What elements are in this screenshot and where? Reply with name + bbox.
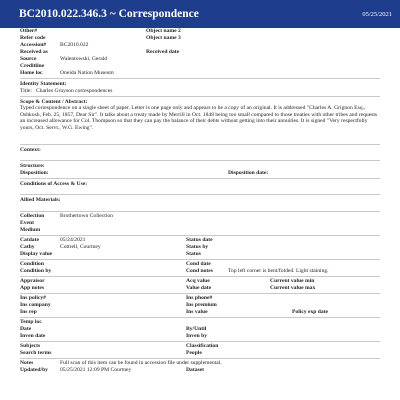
- updated-by-label: Updated/by: [20, 366, 48, 373]
- conditions-label: Conditions of Access & Use:: [20, 180, 88, 187]
- people-label: People: [186, 349, 202, 356]
- catby-label: Catby: [20, 243, 35, 250]
- received-date-label: Received date: [146, 49, 180, 55]
- ins-rep-label: Ins rep: [20, 308, 37, 315]
- subjects-label: Subjects: [20, 342, 41, 349]
- row-search-terms: [20, 350, 380, 357]
- row-condition-by: [20, 268, 380, 275]
- record-header: [0, 0, 400, 28]
- row-updated: [20, 367, 380, 374]
- accession-value: BC2010.022: [60, 42, 89, 48]
- status-by-label: Status by: [186, 243, 209, 250]
- divider: [20, 144, 380, 145]
- row-notes: [20, 360, 380, 367]
- divider: [20, 96, 380, 97]
- dataset-label: Dataset: [186, 366, 205, 373]
- status-label: Status: [186, 250, 201, 257]
- record-date: 05/25/2021: [362, 10, 392, 18]
- inven-date-label: Inven date: [20, 332, 46, 339]
- object-name-3-label: Object name 3: [146, 35, 181, 41]
- ins-phone-label: Ins phone#: [186, 294, 213, 301]
- source-value: Walentowski, Gerald: [60, 56, 108, 62]
- row-home-loc: [20, 70, 380, 77]
- status-date-label: Status date: [186, 236, 213, 243]
- row-catdate: [20, 237, 380, 244]
- row-date: [20, 326, 380, 333]
- object-name-2-label: Object name 2: [146, 28, 181, 34]
- divider: [20, 78, 380, 79]
- row-temp-loc: [20, 319, 380, 326]
- event-label: Event: [20, 219, 34, 226]
- current-value-max-label: Current value max: [270, 284, 316, 291]
- divider: [20, 194, 380, 195]
- value-date-label: Value date: [186, 284, 212, 291]
- record-body: [0, 28, 400, 374]
- row-app-notes: [20, 285, 380, 292]
- divider: [20, 358, 380, 359]
- row-received: [20, 49, 380, 56]
- catby-value: Cottrell, Courtney: [60, 243, 101, 250]
- classification-label: Classification: [186, 342, 219, 349]
- received-as-label: Received as: [20, 49, 48, 55]
- divider: [20, 235, 380, 236]
- divider: [20, 293, 380, 294]
- ins-premium-label: Ins premium: [186, 301, 217, 308]
- divider: [20, 317, 380, 318]
- current-value-min-label: Current value min: [270, 277, 315, 284]
- home-loc-value: Oneida Nation Museum: [60, 70, 114, 76]
- accession-label: Accession#: [20, 42, 47, 48]
- ins-policy-label: Ins policy#: [20, 294, 46, 301]
- condition-label: Condition: [20, 260, 44, 267]
- divider: [20, 160, 380, 161]
- other-num-label: Other#: [20, 28, 38, 34]
- updated-value: 05/25/2021 12:09 PM Courtney: [60, 366, 132, 373]
- policy-exp-label: Policy exp date: [292, 308, 329, 315]
- row-accession: [20, 42, 380, 49]
- catdate-value: 05/24/2021: [60, 236, 86, 243]
- record-title: BC2010.022.346.3 ~ Correspondence: [19, 8, 199, 20]
- by-until-label: By/Until: [186, 325, 207, 332]
- cond-notes-value: Top left corner is bent/folded. Light staining.: [228, 267, 329, 274]
- app-notes-label: App notes: [20, 284, 45, 291]
- row-event: [20, 220, 380, 227]
- row-ins-rep: [20, 309, 380, 316]
- home-loc-label: Home loc: [20, 70, 43, 76]
- divider: [20, 341, 380, 342]
- date-label: Date: [20, 325, 32, 332]
- display-value-label: Display value: [20, 250, 53, 257]
- catdate-label: Catdate: [20, 236, 39, 243]
- divider: [20, 178, 380, 179]
- row-disposition: [20, 170, 380, 177]
- medium-label: Medium: [20, 226, 41, 233]
- row-collection: [20, 213, 380, 220]
- cond-notes-label: Cond notes: [186, 267, 213, 274]
- row-condition: [20, 261, 380, 268]
- row-ins-policy: [20, 295, 380, 302]
- scope-text: Typed correspondence on a single sheet of paper. Letter is one page only and appears to be a copy of an original. It is addressed "Charles A. Grignon Esq., Oshkosh, Feb. 25, 1857, Dear Sir". It talks about a treaty made by Merrill in Oct. 1848 being too small compared to those treaties with other tribes and requests an increased allowance for Col. Thompson so that they can pay the balance of their debts without getting into their annuities. It is signed "Very respectfully yours, Oct. Servt., W.G. Ewing".: [20, 105, 378, 131]
- notes-label: Notes: [20, 359, 34, 366]
- refer-code-label: Refer code: [20, 35, 46, 41]
- divider: [20, 276, 380, 277]
- row-appraisor: [20, 278, 380, 285]
- inven-by-label: Inven by: [186, 332, 207, 339]
- row-title: [20, 88, 380, 95]
- row-source: [20, 56, 380, 63]
- disposition-date-label: Disposition date:: [228, 169, 269, 176]
- row-refer: [20, 35, 380, 42]
- row-ins-company: [20, 302, 380, 309]
- row-creditline: [20, 63, 380, 70]
- title-value: Charles Gruyson correspondences: [36, 87, 113, 94]
- row-catby: [20, 244, 380, 251]
- row-subjects: [20, 343, 380, 350]
- search-terms-label: Search terms: [20, 349, 52, 356]
- ins-company-label: Ins company: [20, 301, 51, 308]
- divider: [20, 211, 380, 212]
- condition-by-label: Condition by: [20, 267, 52, 274]
- context-label: Context:: [20, 146, 41, 153]
- source-label: Source: [20, 56, 37, 62]
- identity-heading: Identity Statement:: [20, 81, 67, 87]
- disposition-label: Disposition:: [20, 169, 49, 176]
- cond-date-label: Cond date: [186, 260, 211, 267]
- structure-label: Structure:: [20, 163, 45, 170]
- row-medium: [20, 227, 380, 234]
- appraisor-label: Appraisor: [20, 277, 45, 284]
- collection-label: Collection: [20, 212, 45, 219]
- allied-label: Allied Materials:: [20, 197, 61, 204]
- notes-value: Full scan of this item can be found in accession file under supplemental.: [60, 359, 222, 366]
- row-inven-date: [20, 333, 380, 340]
- acq-value-label: Acq value: [186, 277, 210, 284]
- temp-loc-label: Temp loc: [20, 318, 42, 325]
- divider: [20, 259, 380, 260]
- creditline-label: Creditline: [20, 63, 45, 69]
- row-other: [20, 28, 380, 35]
- row-display: [20, 251, 380, 258]
- title-label: Title:: [20, 87, 32, 94]
- scope-heading: Scope & Content / Abstract:: [20, 98, 88, 105]
- ins-value-label: Ins value: [186, 308, 208, 315]
- collection-value: Brothertown Collection: [60, 212, 113, 219]
